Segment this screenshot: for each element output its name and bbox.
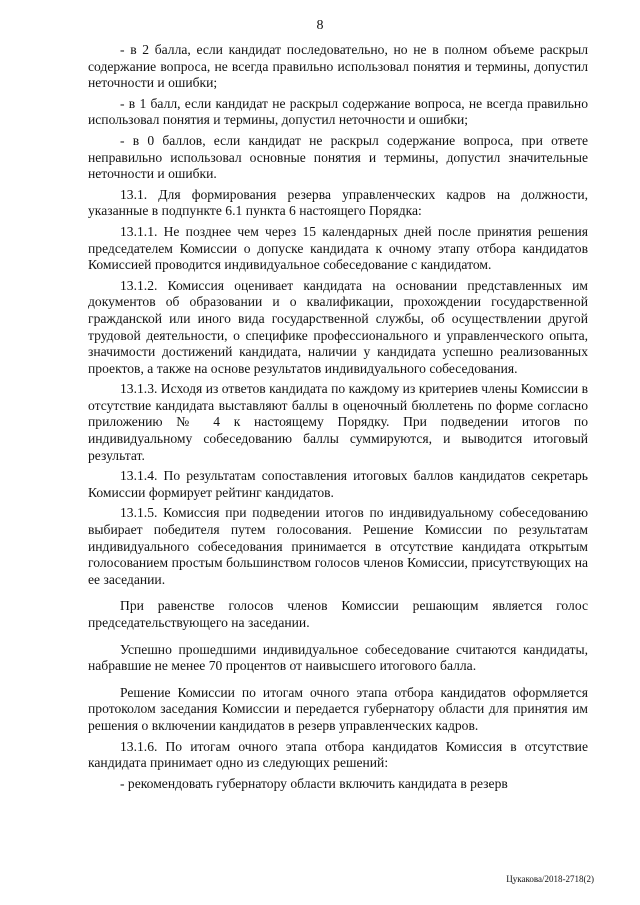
paragraph-13-1-4: 13.1.4. По результатам сопоставления итоговых баллов кандидатов секретарь Комиссии формирует рейтинг кандидатов. (88, 468, 588, 500)
paragraph-recommend: - рекомендовать губернатору области включить кандидата в резерв (120, 775, 508, 791)
paragraph-score-2: - в 2 балла, если кандидат последовательно, но не в полном объеме раскрыл содержание вопроса, не всегда правильно использовал понятия и термины, допустил неточности и ошибки; (88, 42, 588, 91)
paragraph-13-1: 13.1. Для формирования резерва управленческих кадров на должности, указанные в подпункте 6.1 пункта 6 настоящего Порядка: (88, 186, 588, 219)
paragraph-decision-protocol: Решение Комиссии по итогам очного этапа отбора кандидатов оформляется протоколом заседания Комиссии и передается губернатору области для принятия им решения о включении кандидатов в резерв управленческих кадров. (88, 684, 588, 733)
paragraph-passing-threshold: Успешно прошедшими индивидуальное собеседование считаются кандидаты, набравшие не менее 70 процентов от наивысшего итогового балла. (88, 641, 588, 674)
paragraph-score-0: - в 0 баллов, если кандидат не раскрыл содержание вопроса, при ответе неправильно использовал основные понятия и термины, допустил значительные неточности и ошибки. (88, 132, 588, 182)
paragraph-13-1-2: 13.1.2. Комиссия оценивает кандидата на основании представленных им документов об образовании и о квалификации, прохождении государственной гражданской или иного вида государственной службы, об осуществлении другой трудовой деятельности, о специфике профессионального и управленческого опыта, значимости достижений кандидата, наличии у кандидата успешно реализованных проектов, а также на основе результатов индивидуального собеседования. (88, 277, 588, 376)
paragraph-13-1-5: 13.1.5. Комиссия при подведении итогов по индивидуальному собеседованию выбирает победителя путем голосования. Решение Комиссии по результатам индивидуального собеседования принимается в отсутствие кандидата открытым голосованием простым большинством голосов членов Комиссии, присутствующих на ее заседании. (88, 505, 588, 587)
document-body (88, 42, 588, 796)
paragraph-13-1-1: 13.1.1. Не позднее чем через 15 календарных дней после принятия решения председателем Комиссии о допуске кандидата к очному этапу отбора кандидатов Комиссией проводится индивидуальное собеседование с кандидатом. (88, 223, 588, 273)
paragraph-13-1-6: 13.1.6. По итогам очного этапа отбора кандидатов Комиссия в отсутствие кандидата принимает одно из следующих решений: (88, 738, 588, 771)
footer-code: Цукакова/2018-2718(2) (506, 874, 594, 884)
page-number: 8 (316, 18, 324, 33)
paragraph-tie-vote: При равенстве голосов членов Комиссии решающим является голос председательствующего на заседании. (88, 598, 588, 630)
paragraph-13-1-3: 13.1.3. Исходя из ответов кандидата по каждому из критериев члены Комиссии в отсутствие кандидата выставляют баллы в оценочный бюллетень по форме согласно приложению № 4 к настоящему Порядку. При подведении итогов по индивидуальному собеседованию баллы суммируются, и выводится итоговый результат. (88, 381, 588, 463)
paragraph-score-1: - в 1 балл, если кандидат не раскрыл содержание вопроса, не всегда правильно использовал понятия и термины, допустил неточности и ошибки; (88, 95, 588, 128)
